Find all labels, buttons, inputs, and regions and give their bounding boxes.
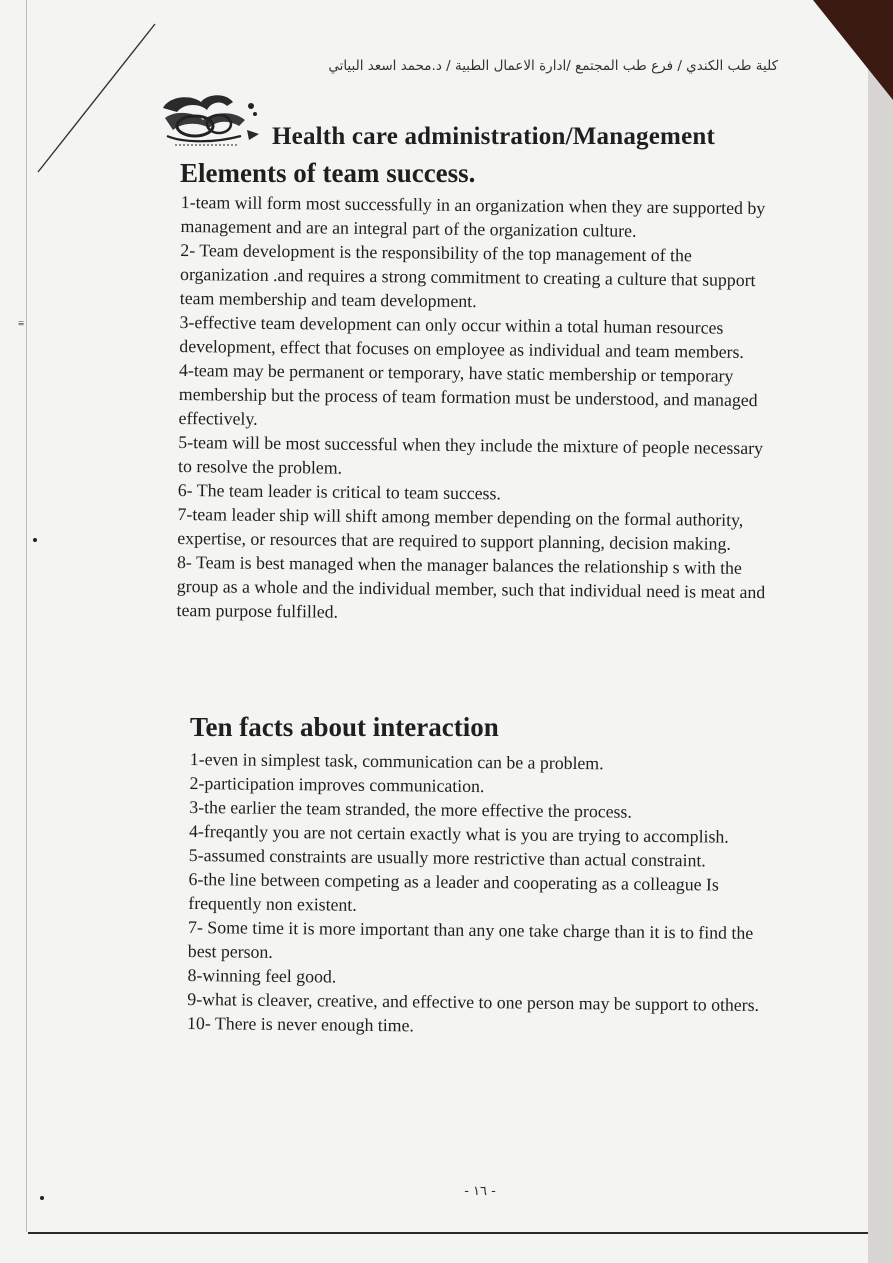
page-number: - ١٦ -: [464, 1184, 496, 1199]
section-heading-interaction-facts: Ten facts about interaction: [190, 712, 499, 742]
team-success-list: [176, 190, 770, 628]
list-item: 2-participation improves communication.: [189, 772, 485, 797]
page-edge: [868, 0, 893, 1263]
list-item: 4-freqantly you are not certain exactly what is you are trying to accomplish.: [189, 820, 729, 847]
course-title: Health care administration/Management: [272, 123, 715, 150]
scan-speck: [33, 538, 37, 542]
list-item: 3-effective team development can only occur within a total human resources development, effect that focuses on employee as individual and team members.: [179, 311, 744, 362]
list-item: 5-team will be most successful when they include the mixture of people necessary to resolve the problem.: [178, 431, 764, 478]
page-left-border: [26, 0, 27, 1232]
scan-corner-shadow: [813, 0, 893, 100]
list-item: 1-team will form most successfully in an organization when they are supported by management and are an integral part of the organization culture.: [180, 191, 766, 241]
list-item: 3-the earlier the team stranded, the more effective the process.: [189, 796, 632, 822]
list-item: 2- Team development is the responsibility of the top management of the organization .and requires a strong commitment to creating a culture that support team membership and team development.: [179, 239, 756, 312]
scan-speck: [40, 1196, 44, 1200]
list-item: 5-assumed constraints are usually more restrictive than actual constraint.: [188, 844, 706, 871]
list-item: 1-even in simplest task, communication can be a problem.: [189, 748, 604, 774]
list-item: 7-team leader ship will shift among member depending on the formal authority, expertise, or resources that are required to support planning, decision making.: [177, 503, 744, 554]
section-heading-team-success: Elements of team success.: [180, 158, 476, 188]
margin-tick-mark: ≡: [18, 318, 25, 330]
list-item: 10- There is never enough time.: [187, 1012, 415, 1036]
list-item: 8- Team is best managed when the manager balances the relationship s with the group as a whole and the individual member, such that individual need is meat and team purpose fulfilled.: [176, 551, 766, 622]
arabic-header-line: كلية طب الكندي / فرع طب المجتمع /ادارة الاعمال الطبية / د.محمد اسعد البياتي: [328, 58, 778, 74]
page-bottom-border: [28, 1232, 868, 1234]
interaction-facts-list: [187, 747, 770, 1041]
list-item: 4-team may be permanent or temporary, have static membership or temporary membership but the process of team formation must be understood, and managed effectively.: [178, 359, 758, 429]
list-item: 6- The team leader is critical to team success.: [177, 479, 502, 504]
pen-stroke-mark: [30, 20, 165, 180]
list-item: 7- Some time it is more important than any one take charge than it is to find the best person.: [187, 916, 754, 962]
college-logo-icon: [155, 90, 263, 148]
list-item: 9-what is cleaver, creative, and effective to one person may be support to others.: [187, 988, 760, 1015]
list-item: 6-the line between competing as a leader and cooperating as a colleague Is frequently non existent.: [188, 868, 719, 915]
list-item: 8-winning feel good.: [187, 964, 337, 987]
